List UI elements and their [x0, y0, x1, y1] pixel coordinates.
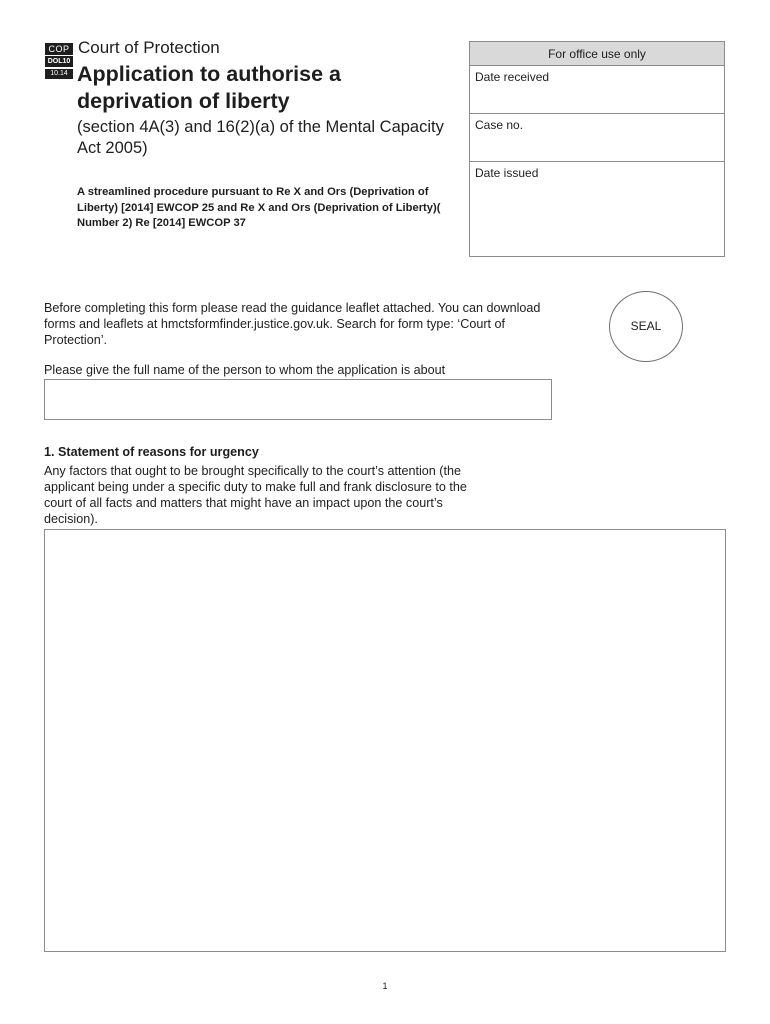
date-received-field — [470, 66, 724, 114]
section-1-title: 1. Statement of reasons for urgency — [44, 445, 259, 459]
date-issued-field — [470, 162, 724, 256]
date-issued-label: Date issued — [475, 166, 539, 180]
seal-circle — [609, 291, 683, 362]
office-use-box — [469, 41, 725, 257]
seal-label: SEAL — [630, 319, 662, 333]
section-1-description: Any factors that ought to be brought specifically to the court’s attention (the applicant being under a specific duty to make full and frank disclosure to the court of all facts and matters that might have an impact upon the court’s decision). — [44, 464, 467, 526]
form-badge-cop: COP — [45, 43, 73, 55]
procedure-note: A streamlined procedure pursuant to Re X and Ors (Deprivation of Liberty) [2014] EWCOP 25 and Re X and Ors (Deprivation of Liberty)( Number 2) Re [2014] EWCOP 37 — [77, 186, 441, 229]
date-received-label: Date received — [475, 70, 550, 84]
case-no-field — [470, 114, 724, 162]
court-name: Court of Protection — [78, 38, 220, 57]
urgency-reasons-textarea[interactable] — [44, 529, 726, 952]
case-no-label: Case no. — [475, 118, 524, 132]
page-number: 1 — [382, 981, 388, 991]
form-badge-version: 10.14 — [45, 69, 73, 79]
form-title: Application to authorise a deprivation of liberty — [77, 62, 341, 113]
form-subtitle: (section 4A(3) and 16(2)(a) of the Mental Capacity Act 2005) — [77, 118, 444, 157]
office-use-heading: For office use only — [470, 42, 724, 66]
form-badge-code: DOL10 — [45, 56, 73, 67]
person-name-input[interactable] — [44, 379, 552, 420]
person-name-label: Please give the full name of the person to whom the application is about — [44, 363, 446, 377]
guidance-text: Before completing this form please read the guidance leaflet attached. You can download forms and leaflets at hmctsformfinder.justice.gov.uk. Search for form type: ‘Court of Protection’. — [44, 301, 541, 347]
